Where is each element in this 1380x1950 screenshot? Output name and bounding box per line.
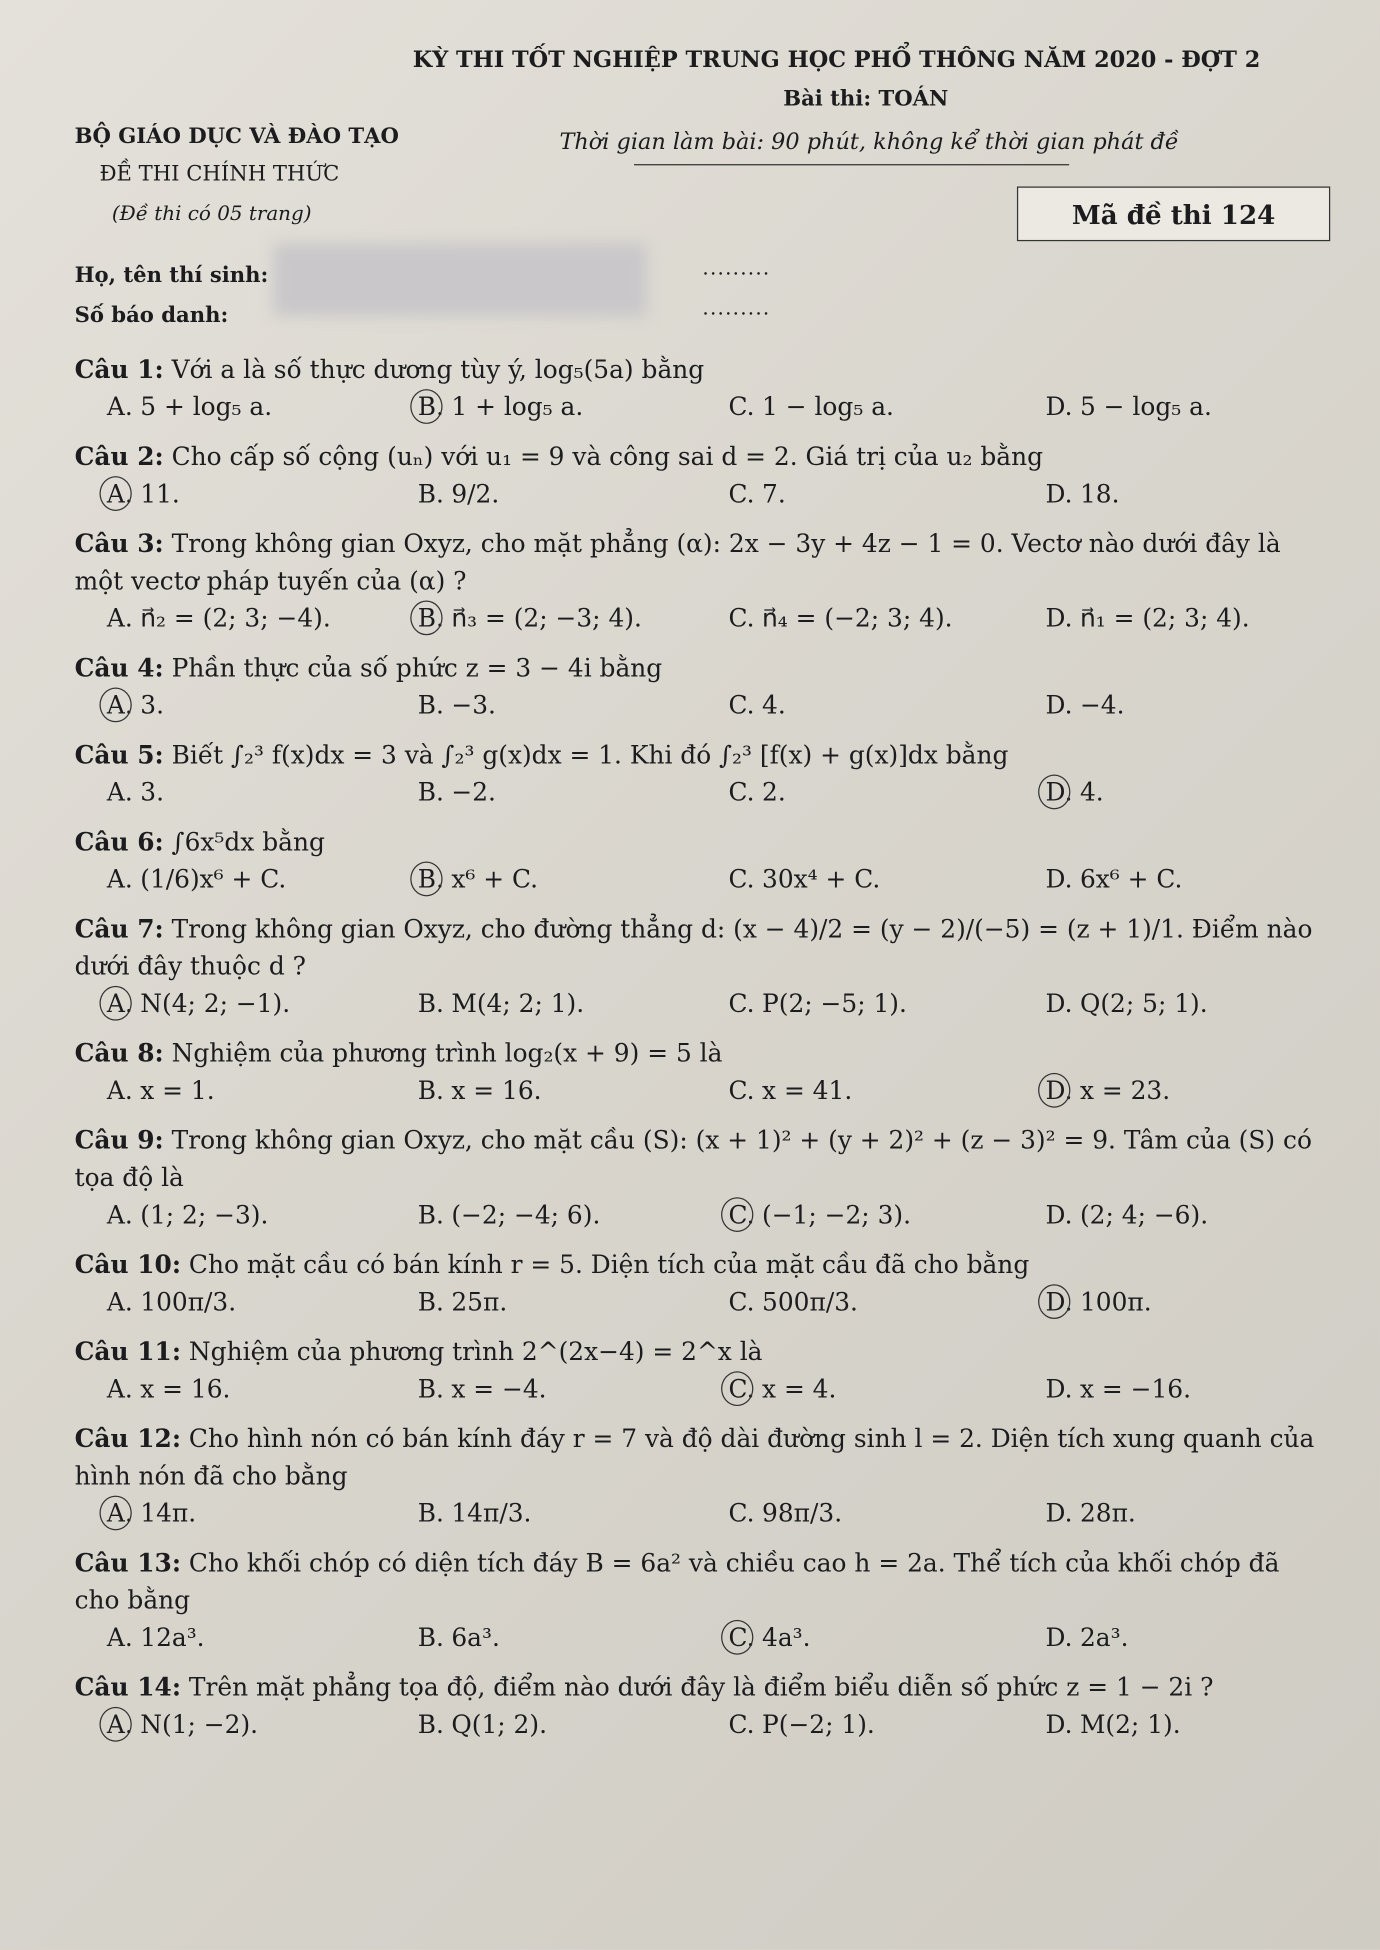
option-letter: C. [729,1619,755,1656]
option-letter: A. [106,391,133,422]
question-3-options [75,599,1331,636]
question-number: Câu 4: [74,652,164,683]
candidate-id-label: Số báo danh: [74,303,229,329]
question-6-options [75,860,1331,897]
question-13 [75,1544,1331,1656]
question-number: Câu 6: [74,826,164,857]
question-text: Cho hình nón có bán kính đáy r = 7 và độ dài đường sinh l = 2. Diện tích xung quanh của hình nón đã cho bằng [74,1423,1315,1491]
option-letter: D. [1045,1373,1073,1404]
option-letter: D. [1045,1709,1073,1740]
question-4-options [75,686,1331,723]
option-text: 25π. [451,1286,508,1317]
question-10 [75,1246,1331,1321]
option-text: 1 + log₅ a. [451,391,584,422]
question-9-option-d [1013,1196,1330,1233]
option-letter: D. [1046,1283,1073,1320]
question-10-option-a [75,1283,386,1320]
question-3-option-a [75,599,386,636]
question-1-options [75,388,1331,425]
option-letter: B. [417,689,444,720]
question-text: Phần thực của số phức z = 3 − 4i bằng [171,652,663,683]
question-4-option-c [696,686,1013,723]
option-text: 3. [140,689,164,720]
question-7-options [75,985,1331,1022]
question-13-option-b [385,1619,696,1656]
question-text: Cho khối chóp có diện tích đáy B = 6a² và chiều cao h = 2a. Thể tích của khối chóp đã cho bằng [74,1547,1280,1615]
option-letter: A. [107,1494,133,1531]
question-5-stem [75,736,1331,773]
option-text: 11. [140,478,180,509]
option-letter: B. [417,1075,444,1106]
question-10-option-d [1013,1283,1330,1320]
option-text: x = 4. [762,1373,837,1404]
question-8-options [75,1072,1331,1109]
question-12-option-a [75,1494,386,1531]
question-2 [75,438,1331,513]
option-letter: A. [106,602,133,633]
option-letter: C. [728,1709,755,1740]
question-number: Câu 8: [74,1038,164,1068]
option-text: 2a³. [1079,1622,1129,1653]
question-11-stem [75,1333,1331,1370]
question-8-option-c [696,1072,1013,1109]
question-9-option-c [696,1196,1013,1233]
question-number: Câu 3: [74,528,164,559]
option-text: N(4; 2; −1). [140,988,291,1019]
option-letter: A. [106,1075,133,1106]
question-4-stem [75,649,1331,686]
question-2-options [75,475,1331,512]
question-9-option-a [75,1196,386,1233]
question-4-option-d [1013,686,1330,723]
page-count: (Đề thi có 05 trang) [111,201,312,226]
question-14-option-c [696,1706,1013,1743]
question-13-options [75,1619,1331,1656]
question-text: Trong không gian Oxyz, cho đường thẳng d: (x − 4)/2 = (y − 2)/(−5) = (z + 1)/1. Điểm nào dưới đây thuộc d ? [74,913,1313,981]
question-12-option-b [385,1494,696,1531]
question-11-option-b [385,1370,696,1407]
option-letter: D. [1045,988,1073,1019]
question-12-option-d [1013,1494,1330,1531]
question-14-option-b [385,1706,696,1743]
redacted-name [274,244,647,316]
question-8-option-d [1013,1072,1330,1109]
question-list [75,351,1331,1756]
question-4 [75,649,1331,724]
option-letter: C. [728,1498,755,1528]
option-text: −3. [451,689,496,720]
question-number: Câu 11: [74,1336,182,1367]
question-1-option-b [385,388,696,425]
option-letter: C. [728,602,755,633]
option-text: Q(2; 5; 1). [1079,988,1208,1019]
question-7-stem [75,910,1331,985]
option-text: 12a³. [140,1622,205,1653]
question-5-option-d [1013,773,1330,810]
option-text: n⃗₁ = (2; 3; 4). [1079,602,1250,633]
question-1-stem [75,351,1331,388]
question-text: Cho cấp số cộng (uₙ) với u₁ = 9 và công sai d = 2. Giá trị của u₂ bằng [171,441,1044,472]
option-text: (1; 2; −3). [140,1199,269,1230]
question-6-option-a [75,860,386,897]
option-text: x = 41. [762,1075,853,1106]
option-letter: D. [1046,773,1073,810]
option-letter: B. [418,860,444,897]
question-14-option-d [1013,1706,1330,1743]
question-9-option-b [385,1196,696,1233]
name-dots: ......... [702,256,771,280]
question-6-option-b [385,860,696,897]
option-letter: D. [1045,1498,1073,1528]
option-letter: A. [107,475,133,512]
option-text: 4. [762,689,786,720]
option-letter: B. [417,776,444,807]
question-3-option-c [696,599,1013,636]
question-text: Nghiệm của phương trình 2^(2x−4) = 2^x là [188,1336,763,1367]
option-letter: B. [417,1709,444,1740]
option-text: 4a³. [762,1622,811,1653]
option-letter: B. [418,388,444,425]
question-number: Câu 7: [74,913,164,944]
option-text: 18. [1079,478,1120,509]
question-4-option-a [75,686,386,723]
question-3-option-d [1013,599,1330,636]
question-8-option-a [75,1072,386,1109]
option-text: 30x⁴ + C. [762,864,881,894]
option-letter: C. [728,988,755,1019]
question-5-option-b [385,773,696,810]
subject: Bài thi: TOÁN [783,87,949,112]
exam-code: Mã đề thi 124 [1017,186,1330,241]
option-text: 100π/3. [140,1286,237,1317]
question-3 [75,525,1331,637]
option-text: M(4; 2; 1). [451,988,585,1019]
question-1-option-d [1013,388,1330,425]
option-letter: C. [728,689,755,720]
question-13-option-c [696,1619,1013,1656]
option-text: 1 − log₅ a. [762,391,894,422]
option-letter: D. [1045,602,1073,633]
option-text: x = 1. [140,1075,215,1106]
option-letter: C. [728,478,755,509]
question-2-stem [75,438,1331,475]
question-9-options [75,1196,1331,1233]
option-text: x⁶ + C. [451,864,539,894]
question-8 [75,1034,1331,1109]
question-text: Trong không gian Oxyz, cho mặt cầu (S): (x + 1)² + (y + 2)² + (z − 3)² = 9. Tâm của (S) có tọa độ là [74,1125,1312,1193]
option-letter: D. [1045,478,1073,509]
option-text: 6a³. [451,1622,500,1653]
option-text: (−1; −2; 3). [762,1199,912,1230]
option-text: (1/6)x⁶ + C. [140,864,287,894]
question-1-option-c [696,388,1013,425]
ministry-name: BỘ GIÁO DỤC VÀ ĐÀO TẠO [74,124,399,150]
question-12 [75,1420,1331,1532]
question-7-option-b [385,985,696,1022]
question-2-option-a [75,475,386,512]
question-5-option-c [696,773,1013,810]
question-10-option-b [385,1283,696,1320]
option-letter: C. [728,776,755,807]
exam-title: KỲ THI TỐT NGHIỆP TRUNG HỌC PHỔ THÔNG NĂM 2020 - ĐỢT 2 [412,47,1261,74]
question-text: Trên mặt phẳng tọa độ, điểm nào dưới đây là điểm biểu diễn số phức z = 1 − 2i ? [188,1672,1214,1702]
question-11-options [75,1370,1331,1407]
option-text: 14π. [140,1498,197,1528]
option-text: (−2; −4; 6). [451,1199,601,1230]
question-text: Biết ∫₂³ f(x)dx = 3 và ∫₂³ g(x)dx = 1. Khi đó ∫₂³ [f(x) + g(x)]dx bằng [171,739,1009,770]
option-letter: C. [728,864,755,894]
id-dots: ......... [702,295,771,320]
question-7-option-c [696,985,1013,1022]
option-text: (2; 4; −6). [1079,1199,1209,1230]
question-5-options [75,773,1331,810]
option-text: P(2; −5; 1). [762,988,907,1019]
question-number: Câu 5: [74,739,164,770]
option-letter: A. [107,1706,133,1743]
option-text: 4. [1079,776,1104,807]
option-letter: B. [417,1498,444,1528]
option-text: n⃗₂ = (2; 3; −4). [140,602,331,633]
option-text: 98π/3. [762,1498,843,1528]
option-letter: D. [1045,391,1073,422]
option-text: Q(1; 2). [451,1709,547,1740]
question-14-stem [75,1668,1331,1705]
question-6-option-c [696,860,1013,897]
question-7-option-a [75,985,386,1022]
option-text: x = −4. [451,1373,547,1404]
option-text: n⃗₃ = (2; −3; 4). [451,602,642,633]
option-letter: D. [1045,1199,1073,1230]
question-8-option-b [385,1072,696,1109]
question-3-stem [75,525,1331,600]
question-text: ∫6x⁵dx bằng [171,826,325,857]
question-text: Với a là số thực dương tùy ý, log₅(5a) bằng [171,354,705,385]
question-6-option-d [1013,860,1330,897]
question-number: Câu 13: [74,1547,182,1578]
option-letter: C. [729,1196,755,1233]
option-text: x = 16. [140,1373,231,1404]
option-text: −4. [1079,689,1125,720]
option-text: M(2; 1). [1079,1709,1181,1740]
question-11-option-a [75,1370,386,1407]
option-letter: B. [417,1373,444,1404]
option-letter: A. [106,776,133,807]
option-letter: B. [418,599,444,636]
option-letter: D. [1045,864,1073,894]
question-9 [75,1121,1331,1233]
option-text: 9/2. [451,478,500,509]
question-10-option-c [696,1283,1013,1320]
question-text: Trong không gian Oxyz, cho mặt phẳng (α): 2x − 3y + 4z − 1 = 0. Vectơ nào dưới đây là một vectơ pháp tuyến của (α) ? [74,528,1281,596]
option-letter: A. [106,864,133,894]
option-letter: A. [106,1373,133,1404]
option-text: 100π. [1079,1286,1152,1317]
question-number: Câu 2: [74,441,164,472]
option-text: 5 − log₅ a. [1079,391,1212,422]
official-exam: ĐỀ THI CHÍNH THỨC [99,161,340,187]
question-1 [75,351,1331,426]
option-letter: A. [107,686,133,723]
question-6 [75,823,1331,898]
question-6-stem [75,823,1331,860]
question-text: Cho mặt cầu có bán kính r = 5. Diện tích của mặt cầu đã cho bằng [188,1249,1030,1280]
option-letter: C. [728,1286,755,1317]
question-10-stem [75,1246,1331,1283]
option-letter: A. [107,985,133,1022]
question-number: Câu 14: [74,1672,182,1702]
question-1-option-a [75,388,386,425]
question-14-options [75,1706,1331,1743]
option-text: 14π/3. [451,1498,532,1528]
question-4-option-b [385,686,696,723]
option-text: 2. [762,776,786,807]
question-12-option-c [696,1494,1013,1531]
option-text: N(1; −2). [140,1709,259,1740]
option-letter: C. [728,1075,755,1106]
option-letter: A. [106,1199,133,1230]
question-number: Câu 1: [74,354,164,385]
option-letter: B. [417,1622,444,1653]
option-text: x = −16. [1079,1373,1192,1404]
option-letter: C. [728,391,755,422]
question-2-option-d [1013,475,1330,512]
question-13-option-d [1013,1619,1330,1656]
question-13-stem [75,1544,1331,1619]
option-letter: D. [1045,689,1073,720]
option-text: −2. [451,776,496,807]
question-7 [75,910,1331,1022]
question-7-option-d [1013,985,1330,1022]
question-number: Câu 9: [74,1125,164,1155]
question-3-option-b [385,599,696,636]
question-8-stem [75,1034,1331,1071]
option-letter: B. [417,1286,444,1317]
question-2-option-b [385,475,696,512]
question-13-option-a [75,1619,386,1656]
option-text: 5 + log₅ a. [140,391,273,422]
option-letter: D. [1046,1072,1073,1109]
question-10-options [75,1283,1331,1320]
exam-time: Thời gian làm bài: 90 phút, không kể thời gian phát đề [559,129,1179,156]
question-2-option-c [696,475,1013,512]
divider [634,164,1069,165]
question-5 [75,736,1331,811]
option-letter: D. [1045,1622,1073,1653]
question-14 [75,1668,1331,1743]
question-12-options [75,1494,1331,1531]
question-11-option-d [1013,1370,1330,1407]
question-number: Câu 10: [74,1249,182,1280]
option-text: 7. [762,478,786,509]
option-text: x = 16. [451,1075,542,1106]
question-text: Nghiệm của phương trình log₂(x + 9) = 5 là [171,1038,723,1068]
option-text: x = 23. [1079,1075,1171,1106]
question-12-stem [75,1420,1331,1495]
question-14-option-a [75,1706,386,1743]
option-text: 3. [140,776,164,807]
option-letter: B. [417,1199,444,1230]
option-letter: A. [106,1622,133,1653]
question-11 [75,1333,1331,1408]
option-text: 6x⁶ + C. [1079,864,1183,894]
option-text: 500π/3. [762,1286,858,1317]
question-11-option-c [696,1370,1013,1407]
option-letter: B. [417,478,444,509]
candidate-name-label: Họ, tên thí sinh: [74,263,269,289]
option-text: 28π. [1079,1498,1136,1528]
question-5-option-a [75,773,386,810]
option-letter: C. [729,1370,755,1407]
option-text: P(−2; 1). [762,1709,875,1740]
option-letter: A. [106,1286,133,1317]
option-text: n⃗₄ = (−2; 3; 4). [762,602,953,633]
question-9-stem [75,1121,1331,1196]
option-letter: B. [417,988,444,1019]
question-number: Câu 12: [74,1423,182,1454]
